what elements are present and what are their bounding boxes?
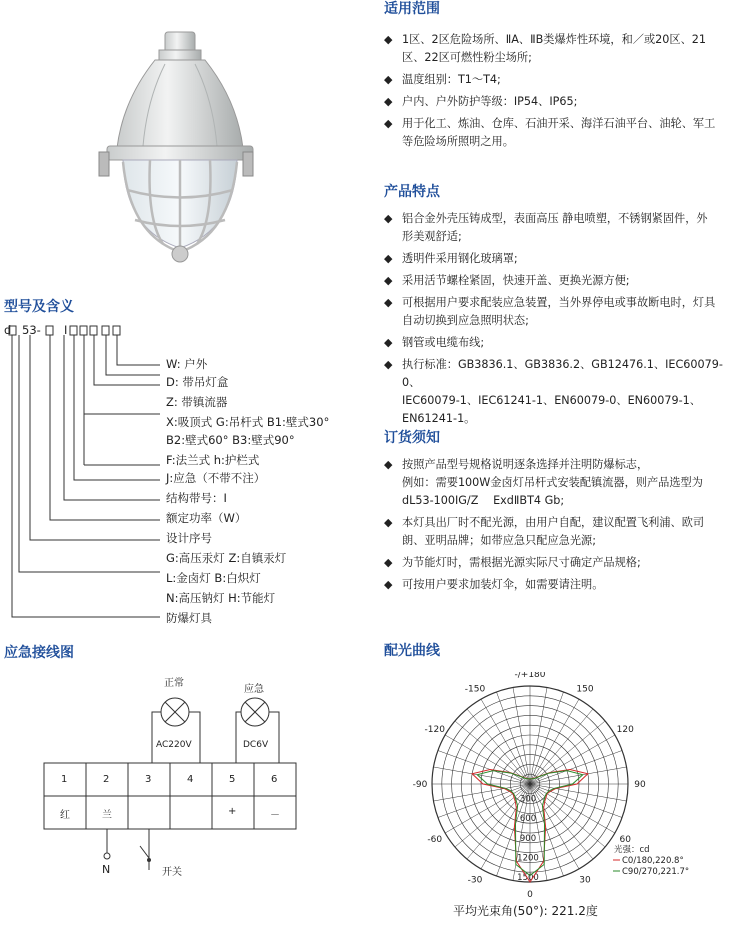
features-item	[384, 294, 730, 330]
ordering-title: 订货须知	[384, 430, 440, 446]
model-line: 额定功率（W）	[166, 511, 247, 525]
code-mid: 53-	[22, 323, 41, 337]
code-sep: Ⅰ	[64, 323, 68, 337]
polar-angle-label: -90	[412, 780, 428, 790]
lamp-emergency-label: 应急	[244, 684, 264, 695]
model-tree-lines	[0, 320, 180, 620]
polar-radial-label: 300	[519, 794, 537, 805]
features-item-line: IEC60079-1、IEC61241-1、EN60079-0、EN60079-1、EN61241-1。	[402, 394, 701, 425]
polar-angle-label: -60	[427, 835, 443, 845]
terminal-mark: +	[228, 806, 237, 817]
scope-item-line: 等危险场所照明之用。	[402, 135, 514, 148]
bullet-diamond-icon: ◆	[384, 578, 393, 591]
legend-c90: C90/270,221.7°	[622, 867, 690, 877]
terminal-number: 6	[271, 774, 278, 785]
ordering-item-line: 按照产品型号规格说明逐条选择并注明防爆标志，	[402, 458, 649, 471]
model-line: B2:壁式60° B3:壁式90°	[166, 433, 295, 447]
bullet-diamond-icon: ◆	[384, 556, 393, 569]
features-item	[384, 250, 730, 268]
ordering-item	[384, 576, 730, 594]
polar-angle-label: 30	[579, 875, 591, 886]
wiring-title: 应急接线图	[4, 645, 74, 661]
features-item-line: 采用活节螺栓紧固，快速开盖、更换光源方便;	[402, 274, 630, 287]
model-line: X:吸顶式 G:吊杆式 B1:壁式30°	[166, 415, 330, 429]
model-line: 结构带号：Ⅰ	[166, 491, 227, 505]
dc-label: DC6V	[243, 740, 269, 750]
model-line: D: 带吊灯盒	[166, 375, 229, 389]
model-line: N:高压钠灯 H:节能灯	[166, 591, 276, 605]
ordering-item	[384, 456, 730, 510]
terminal-number: 1	[61, 774, 68, 785]
product-image	[95, 30, 265, 265]
model-line: G:高压汞灯 Z:自镇汞灯	[166, 551, 287, 565]
bullet-diamond-icon: ◆	[384, 274, 393, 287]
polar-angle-label: -/+180	[514, 672, 546, 680]
terminal-mark: －	[270, 810, 280, 821]
legend-c0: C0/180,220.8°	[622, 856, 684, 866]
features-item-line: 透明件采用钢化玻璃罩;	[402, 252, 518, 265]
features-item	[384, 356, 730, 428]
features-item	[384, 334, 730, 352]
ordering-item	[384, 554, 730, 572]
polar-angle-label: 120	[616, 725, 634, 735]
terminal-number: 2	[103, 774, 110, 785]
features-item-line: 铝合金外壳压铸成型，表面高压 静电喷塑，不锈钢紧固件，外	[402, 212, 708, 225]
model-line: L:金卤灯 B:白炽灯	[166, 571, 261, 585]
scope-item	[384, 115, 730, 151]
features-item-line: 执行标准：GB3836.1、GB3836.2、GB12476.1、IEC60079-0、	[402, 358, 723, 389]
ordering-item-line: 本灯具出厂时不配光源，由用户自配，建议配置飞利浦、欧司	[402, 516, 705, 529]
polar-radial-label: 900	[519, 833, 537, 844]
terminal-number: 3	[145, 774, 152, 785]
ordering-item-line: 朗、亚明品牌；如带应急只配应急光源;	[402, 534, 596, 547]
bullet-diamond-icon: ◆	[384, 296, 393, 309]
scope-list	[384, 31, 730, 155]
polar-angle-label: -120	[424, 725, 445, 735]
terminal-mark: 兰	[102, 810, 112, 821]
scope-item-line: 区、22区可燃性粉尘场所;	[402, 51, 532, 64]
wiring-diagram	[40, 670, 310, 900]
ac-label: AC220V	[156, 740, 192, 750]
lamp-normal-label: 正常	[164, 678, 184, 689]
model-line: 设计序号	[166, 531, 212, 545]
terminal-mark: 红	[60, 810, 70, 821]
model-line: Z: 带镇流器	[166, 395, 228, 409]
bullet-diamond-icon: ◆	[384, 458, 393, 471]
scope-item	[384, 71, 730, 89]
polar-angle-label: -150	[464, 684, 486, 695]
scope-item	[384, 93, 730, 111]
bullet-diamond-icon: ◆	[384, 358, 393, 371]
model-line: 防爆灯具	[166, 611, 212, 625]
scope-item	[384, 31, 730, 67]
terminal-number: 5	[229, 774, 236, 785]
bullet-diamond-icon: ◆	[384, 95, 393, 108]
polar-angle-label: -30	[467, 875, 483, 886]
scope-item-line: 温度组别：T1～T4;	[402, 73, 501, 86]
scope-item-line: 户内、户外防护等级：IP54、IP65;	[402, 95, 578, 108]
features-item	[384, 272, 730, 290]
scope-title: 适用范围	[384, 1, 440, 17]
features-item-line: 形美观舒适;	[402, 230, 462, 243]
ordering-item-line: 例如：需要100W金卤灯吊杆式安装配镇流器，则产品选型为	[402, 476, 703, 489]
light-title: 配光曲线	[384, 643, 440, 659]
polar-angle-label: 0	[527, 890, 533, 900]
polar-radial-label: 1500	[517, 873, 539, 883]
legend-title: 光强：cd	[614, 845, 650, 855]
bullet-diamond-icon: ◆	[384, 117, 393, 130]
bullet-diamond-icon: ◆	[384, 252, 393, 265]
ordering-item-line: dL53-100ⅠG/Z ExdⅡBT4 Gb;	[402, 494, 565, 507]
polar-radial-label: 1200	[517, 853, 539, 864]
features-title: 产品特点	[384, 184, 440, 200]
scope-item-line: 用于化工、炼油、仓库、石油开采、海洋石油平台、油轮、军工	[402, 117, 716, 130]
bullet-diamond-icon: ◆	[384, 336, 393, 349]
ordering-item	[384, 514, 730, 550]
bullet-diamond-icon: ◆	[384, 212, 393, 225]
polar-angle-label: 150	[576, 684, 594, 695]
switch-label: 开关	[162, 867, 182, 878]
ordering-item-line: 为节能灯时，需根据光源实际尺寸确定产品规格;	[402, 556, 641, 569]
bullet-diamond-icon: ◆	[384, 516, 393, 529]
terminal-number: 4	[187, 774, 194, 785]
features-item-line: 可根据用户要求配装应急装置，当外界停电或事故断电时，灯具	[402, 296, 716, 309]
scope-item-line: 1区、2区危险场所、ⅡA、ⅡB类爆炸性环境，和／或20区、21	[402, 33, 706, 46]
ordering-item-line: 可按用户要求加装灯伞，如需要请注明。	[402, 578, 604, 591]
model-line: F:法兰式 h:护栏式	[166, 453, 260, 467]
code-prefix: d	[4, 323, 12, 337]
bullet-diamond-icon: ◆	[384, 73, 393, 86]
features-list	[384, 210, 730, 432]
polar-angle-label: 60	[619, 835, 631, 845]
model-title: 型号及含义	[4, 299, 74, 315]
polar-chart	[410, 672, 730, 900]
features-item-line: 钢管或电缆布线;	[402, 336, 485, 349]
model-line: W: 户外	[166, 357, 208, 371]
features-item	[384, 210, 730, 246]
polar-angle-label: 90	[634, 780, 646, 790]
features-item-line: 自动切换到应急照明状态;	[402, 314, 529, 327]
model-line: J:应急（不带不注）	[166, 471, 266, 485]
beam-angle-footer: 平均光束角(50°): 221.2度	[453, 904, 598, 918]
n-label: N	[102, 863, 111, 876]
bullet-diamond-icon: ◆	[384, 33, 393, 46]
polar-radial-label: 600	[519, 814, 537, 825]
ordering-list	[384, 456, 730, 598]
